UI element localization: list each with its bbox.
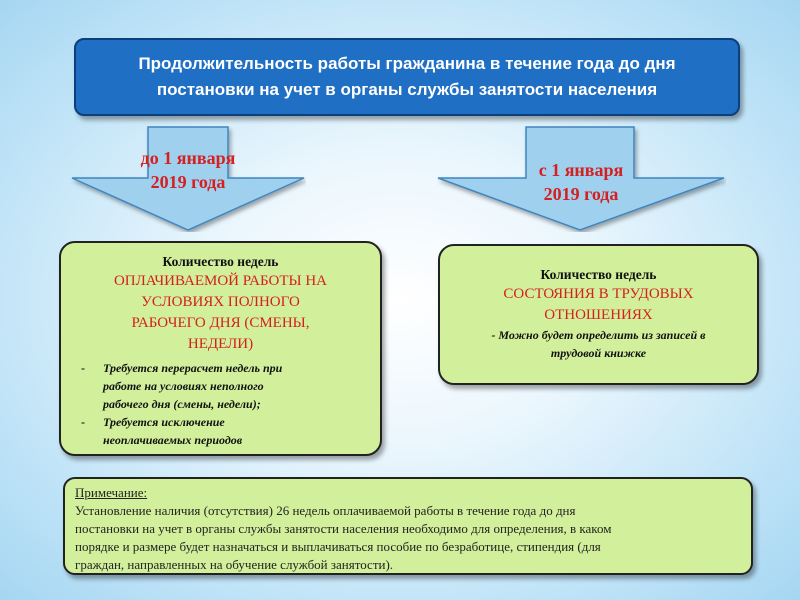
right-box-note bbox=[450, 326, 747, 362]
note-line-1: Установление наличия (отсутствия) 26 недель оплачиваемой работы в течение года до дня bbox=[75, 503, 576, 518]
left-box-red-text bbox=[73, 271, 368, 355]
header-line-2: постановки на учет в органы службы занятости населения bbox=[156, 80, 658, 99]
right-box-note-line-2: трудовой книжке bbox=[550, 346, 647, 360]
right-box bbox=[438, 244, 759, 385]
bullet-item: - Требуется исключение неоплачиваемых периодов bbox=[81, 415, 243, 447]
dash-icon: - bbox=[81, 415, 85, 429]
arrow-right bbox=[436, 126, 726, 232]
arrow-right-line-2: 2019 года bbox=[543, 184, 619, 204]
arrow-right-line-1: с 1 января bbox=[538, 160, 624, 180]
arrow-left-label bbox=[70, 146, 306, 194]
right-box-red-line-1: СОСТОЯНИЯ В ТРУДОВЫХ bbox=[503, 286, 694, 302]
header-text bbox=[138, 51, 675, 103]
note-box bbox=[63, 477, 753, 575]
left-box bbox=[59, 241, 382, 456]
bullet-item: - Требуется перерасчет недель при работе на условиях неполного рабочего дня (смены, недели); bbox=[81, 361, 283, 411]
left-box-bullets bbox=[73, 359, 368, 449]
right-box-red-text bbox=[450, 284, 747, 326]
note-line-4: граждан, направленных на обучение службой занятости). bbox=[75, 557, 394, 572]
arrow-right-label bbox=[436, 158, 726, 206]
arrow-left bbox=[70, 126, 306, 232]
left-box-red-line-4: НЕДЕЛИ) bbox=[187, 336, 254, 352]
left-box-red-line-2: УСЛОВИЯХ ПОЛНОГО bbox=[141, 294, 300, 310]
right-box-title: Количество недель bbox=[540, 267, 657, 282]
left-box-title: Количество недель bbox=[162, 254, 279, 269]
header-box bbox=[74, 38, 740, 116]
note-line-2: постановки на учет в органы службы занятости населения необходимо для определения, в каком bbox=[75, 521, 612, 536]
left-box-red-line-3: РАБОЧЕГО ДНЯ (СМЕНЫ, bbox=[131, 315, 310, 331]
right-box-note-line-1: - Можно будет определить из записей в bbox=[491, 328, 706, 342]
arrow-left-line-2: 2019 года bbox=[150, 172, 226, 192]
header-line-1: Продолжительность работы гражданина в течение года до дня bbox=[138, 54, 676, 73]
right-box-red-line-2: ОТНОШЕНИЯХ bbox=[544, 307, 653, 323]
arrow-left-line-1: до 1 января bbox=[140, 148, 236, 168]
dash-icon: - bbox=[81, 361, 85, 375]
note-line-3: порядке и размере будет назначаться и выплачиваться пособие по безработице, стипендия (для bbox=[75, 539, 601, 554]
note-title: Примечание: bbox=[75, 485, 148, 500]
left-box-red-line-1: ОПЛАЧИВАЕМОЙ РАБОТЫ НА bbox=[113, 273, 328, 289]
